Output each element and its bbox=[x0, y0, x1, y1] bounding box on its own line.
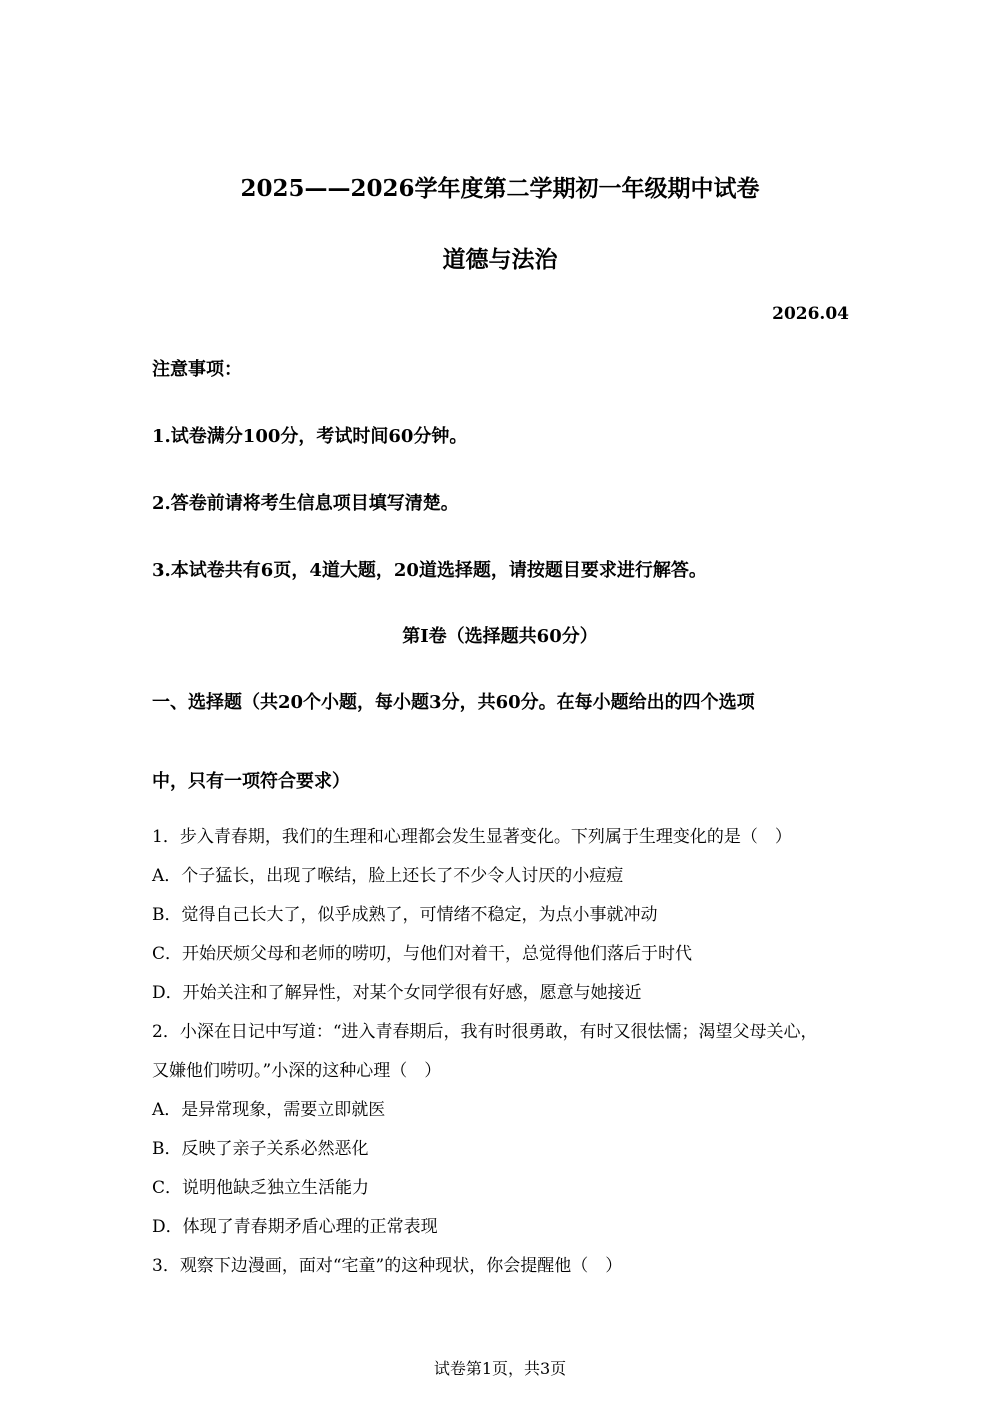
question-stem: 又嫌他们唠叨。”小深的这种心理（ ） bbox=[152, 1061, 442, 1081]
part-title: 第Ⅰ卷（选择题共60分） bbox=[402, 626, 598, 647]
question-option: D．体现了青春期矛盾心理的正常表现 bbox=[152, 1217, 438, 1237]
question-stem: 3．观察下边漫画，面对“宅童”的这种现状，你会提醒他（ ） bbox=[152, 1256, 623, 1276]
question-option: B．觉得自己长大了，似乎成熟了，可情绪不稳定，为点小事就冲动 bbox=[152, 905, 658, 925]
notice-item: 2.答卷前请将考生信息项目填写清楚。 bbox=[152, 493, 459, 514]
question-option: C．说明他缺乏独立生活能力 bbox=[152, 1178, 370, 1198]
question-option: C．开始厌烦父母和老师的唠叨，与他们对着干，总觉得他们落后于时代 bbox=[152, 944, 693, 964]
question-option: A．个子猛长，出现了喉结，脸上还长了不少令人讨厌的小痘痘 bbox=[152, 866, 624, 886]
notice-item: 3.本试卷共有6页，4道大题，20道选择题，请按题目要求进行解答。 bbox=[152, 560, 707, 581]
subject-title: 道德与法治 bbox=[442, 246, 558, 273]
page-footer: 试卷第1页，共3页 bbox=[433, 1359, 567, 1378]
section-instruction: 中，只有一项符合要求） bbox=[152, 771, 350, 792]
question-option: B．反映了亲子关系必然恶化 bbox=[152, 1139, 369, 1159]
notice-item: 1.试卷满分100分，考试时间60分钟。 bbox=[152, 426, 468, 447]
exam-title: 2025——2026学年度第二学期初一年级期中试卷 bbox=[240, 175, 760, 202]
notice-heading: 注意事项： bbox=[152, 359, 242, 380]
question-stem: 1．步入青春期，我们的生理和心理都会发生显著变化。下列属于生理变化的是（ ） bbox=[152, 827, 792, 847]
exam-date: 2026.04 bbox=[772, 304, 849, 324]
question-stem: 2．小深在日记中写道：“进入青春期后，我有时很勇敢，有时又很怯懦；渴望父母关心， bbox=[152, 1022, 818, 1042]
question-option: A．是异常现象，需要立即就医 bbox=[152, 1100, 386, 1120]
section-instruction: 一、选择题（共20个小题，每小题3分，共60分。在每小题给出的四个选项 bbox=[152, 692, 755, 713]
question-option: D．开始关注和了解异性，对某个女同学很有好感，愿意与她接近 bbox=[152, 983, 642, 1003]
